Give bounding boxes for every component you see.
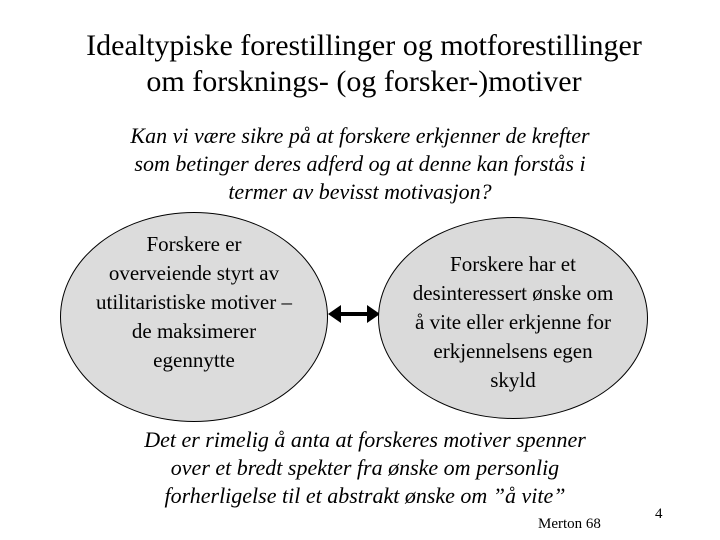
utilitarian-motives-line-2: overveiende styrt av <box>108 260 280 285</box>
conclusion-line-3: forherligelse til et abstrakt ønske om ”å vite” <box>164 483 566 508</box>
slide-title-line-1: Idealtypiske forestillinger og motforestillinger <box>86 29 642 62</box>
utilitarian-motives-line-1: Forskere er <box>146 231 242 256</box>
disinterested-motives-line-1: Forskere har et <box>450 251 576 276</box>
disinterested-motives-line-3: å vite eller erkjenne for <box>415 309 611 334</box>
conclusion-line-2: over et bredt spekter fra ønske om personlig <box>170 455 560 480</box>
research-question <box>80 122 640 206</box>
utilitarian-motives-line-3: utilitaristiske motiver – <box>96 289 292 314</box>
utilitarian-motives-line-4: de maksimerer <box>131 318 257 343</box>
page-number: 4 <box>655 506 663 522</box>
research-question-line-1: Kan vi være sikre på at forskere erkjenner de krefter <box>130 123 590 148</box>
utilitarian-motives-text <box>96 230 292 375</box>
disinterested-motives-line-2: desinteressert ønske om <box>412 280 614 305</box>
disinterested-motives-text <box>413 250 614 395</box>
utilitarian-motives-line-5: egennytte <box>153 347 235 372</box>
slide-title-line-2: om forsknings- (og forsker-)motiver <box>146 65 582 98</box>
disinterested-motives-line-5: skyld <box>490 367 536 392</box>
conclusion-text <box>95 426 635 510</box>
source-citation: Merton 68 <box>538 516 601 532</box>
utilitarian-motives-ellipse <box>60 212 328 422</box>
slide-title <box>0 28 720 100</box>
disinterested-motives-line-4: erkjennelsens egen <box>433 338 593 363</box>
arrow-head-left <box>328 305 341 323</box>
disinterested-motives-ellipse <box>378 217 648 419</box>
research-question-line-3: termer av bevisst motivasjon? <box>228 179 492 204</box>
conclusion-line-1: Det er rimelig å anta at forskeres motiver spenner <box>144 427 586 452</box>
double-headed-arrow-icon <box>327 302 381 326</box>
research-question-line-2: som betinger deres adferd og at denne kan forstås i <box>134 151 586 176</box>
